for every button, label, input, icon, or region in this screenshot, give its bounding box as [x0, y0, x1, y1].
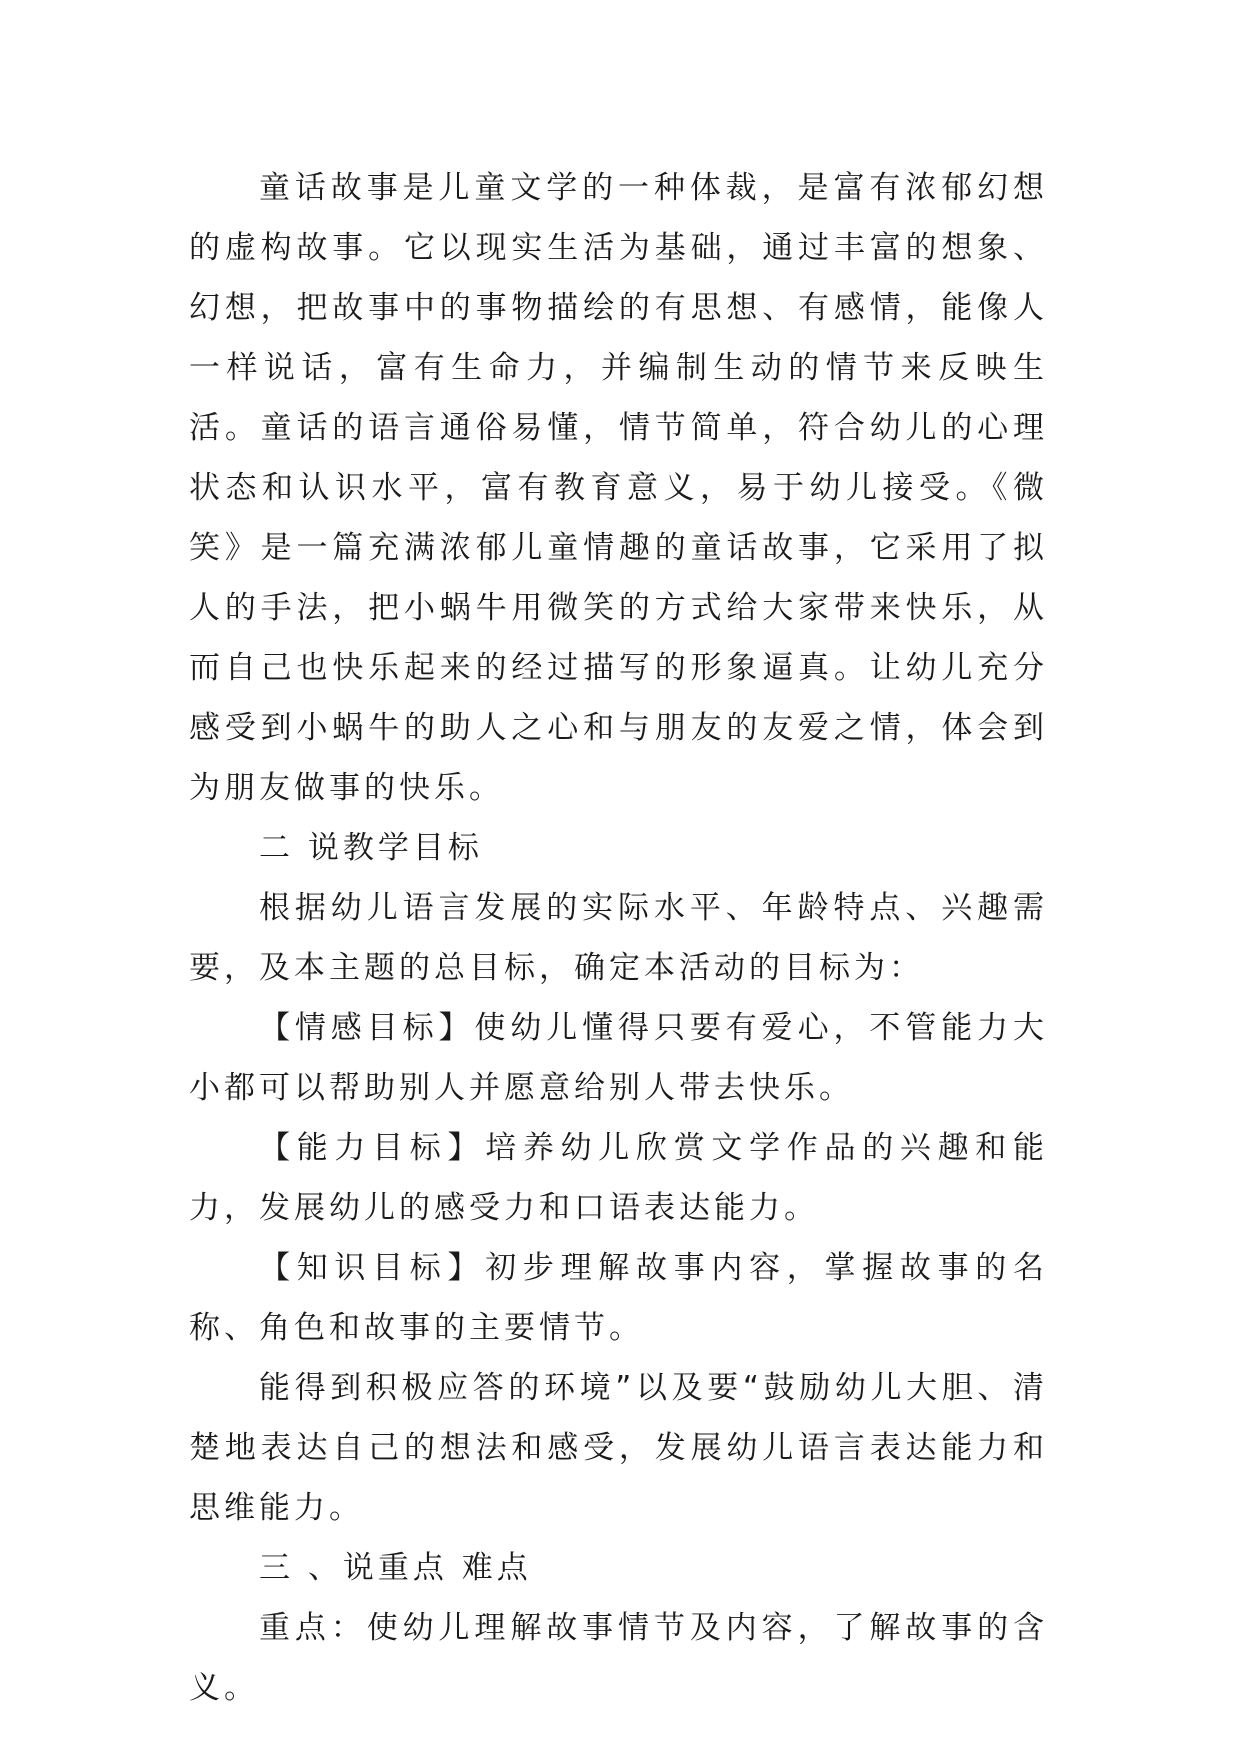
paragraph-ability-goal: 【能力目标】培养幼儿欣赏文学作品的兴趣和能力，发展幼儿的感受力和口语表达能力。: [189, 1130, 1048, 1226]
section-heading-key-points: 三 、说重点 难点: [259, 1550, 532, 1586]
paragraph-fairy-tale-intro: 童话故事是儿童文学的一种体裁，是富有浓郁幻想的虚构故事。它以现实生活为基础，通过丰富的想象、幻想，把故事中的事物描绘的有思想、有感情，能像人一样说话，富有生命力，并编制生动的情节来反映生活。童话的语言通俗易懂，情节简单，符合幼儿的心理状态和认识水平，富有教育意义，易于幼儿接受。《微笑》是一篇充满浓郁儿童情趣的童话故事，它采用了拟人的手法，把小蜗牛用微笑的方式给大家带来快乐，从而自己也快乐起来的经过描写的形象逼真。让幼儿充分感受到小蜗牛的助人之心和与朋友的友爱之情，体会到为朋友做事的快乐。: [189, 170, 1048, 806]
section-heading-teaching-goals: 二 说教学目标: [259, 830, 483, 866]
paragraph-key-point: 重点：使幼儿理解故事情节及内容，了解故事的含义。: [189, 1610, 1048, 1706]
paragraph-emotion-goal: 【情感目标】使幼儿懂得只要有爱心，不管能力大小都可以帮助别人并愿意给别人带去快乐。: [189, 1010, 1048, 1106]
paragraph-goals-basis: 根据幼儿语言发展的实际水平、年龄特点、兴趣需要，及本主题的总目标，确定本活动的目标为：: [189, 890, 1048, 986]
paragraph-guideline-quote: 能得到积极应答的环境”以及要“鼓励幼儿大胆、清楚地表达自己的想法和感受，发展幼儿语言表达能力和思维能力。: [189, 1370, 1048, 1526]
paragraph-knowledge-goal: 【知识目标】初步理解故事内容，掌握故事的名称、角色和故事的主要情节。: [189, 1250, 1048, 1346]
